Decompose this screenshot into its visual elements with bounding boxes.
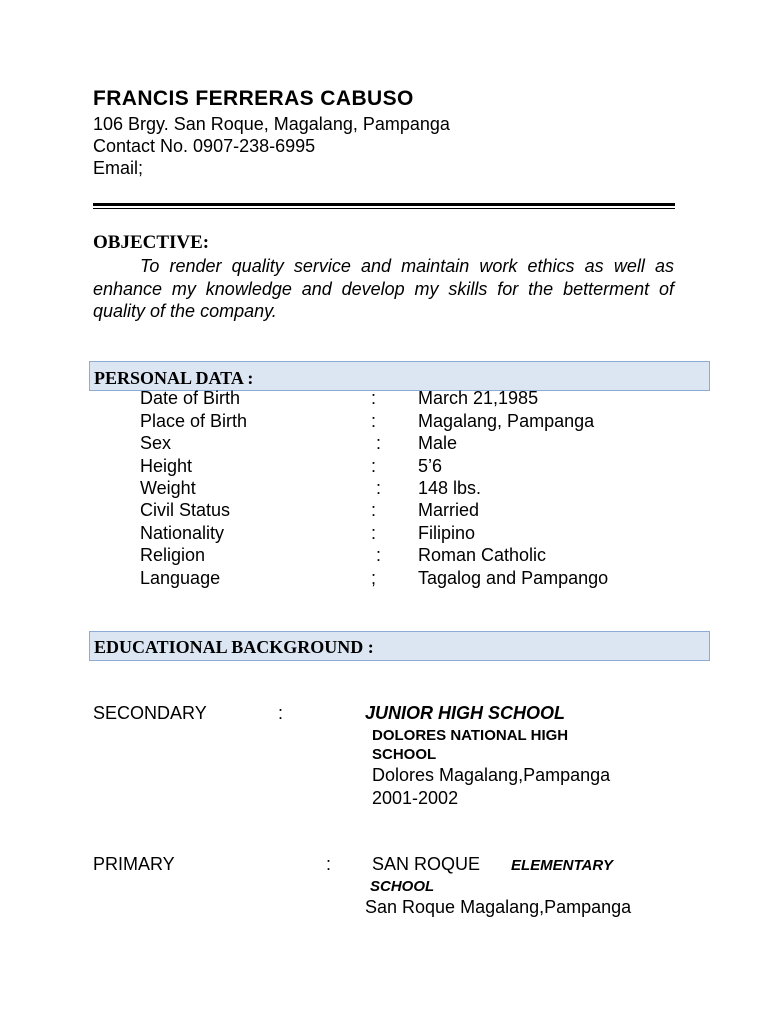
pd-label-language: Language xyxy=(140,568,221,588)
primary-label: PRIMARY xyxy=(93,854,175,874)
pd-label-height: Height xyxy=(140,456,193,476)
secondary-level: JUNIOR HIGH SCHOOL xyxy=(365,703,566,723)
pd-value-pob: Magalang, Pampanga xyxy=(418,411,595,431)
pd-label-religion: Religion xyxy=(140,545,206,565)
applicant-name: FRANCIS FERRERAS CABUSO xyxy=(93,87,414,110)
pd-label-civil-status: Civil Status xyxy=(140,500,231,520)
pd-value-height: 5’6 xyxy=(418,456,443,476)
pd-sep-weight: : xyxy=(376,478,382,498)
pd-sep-height: : xyxy=(371,456,377,476)
primary-school-name: SAN ROQUE xyxy=(372,854,481,874)
education-header xyxy=(89,631,710,661)
pd-value-dob: March 21,1985 xyxy=(418,388,539,408)
primary-school-address: San Roque Magalang,Pampanga xyxy=(365,897,632,917)
education-heading: EDUCATIONAL BACKGROUND : xyxy=(94,637,374,657)
pd-sep-language: ; xyxy=(371,568,377,588)
pd-sep-sex: : xyxy=(376,433,382,453)
pd-sep-nationality: : xyxy=(371,523,377,543)
personal-data-heading: PERSONAL DATA : xyxy=(94,368,254,388)
personal-data-header xyxy=(89,361,710,391)
contact-number: Contact No. 0907-238-6995 xyxy=(93,136,316,156)
header-divider-thick xyxy=(93,203,675,206)
objective-text: To render quality service and maintain work ethics as well as enhance my knowledge and develop my skills for the betterment of quality of the company. xyxy=(93,256,674,321)
email-line: Email; xyxy=(93,158,144,178)
objective-heading: OBJECTIVE: xyxy=(93,232,210,253)
pd-value-religion: Roman Catholic xyxy=(418,545,547,565)
primary-school-name-cont: SCHOOL xyxy=(370,878,435,895)
pd-value-weight: 148 lbs. xyxy=(418,478,482,498)
primary-sep: : xyxy=(326,854,332,874)
primary-school-name-type: ELEMENTARY xyxy=(511,857,613,874)
secondary-sep: : xyxy=(278,703,284,723)
secondary-school-name: DOLORES NATIONAL HIGH xyxy=(372,727,569,744)
pd-sep-pob: : xyxy=(371,411,377,431)
secondary-school-address: Dolores Magalang,Pampanga xyxy=(372,765,611,785)
pd-value-nationality: Filipino xyxy=(418,523,476,543)
header-divider-thin xyxy=(93,208,675,209)
pd-sep-dob: : xyxy=(371,388,377,408)
secondary-school-years: 2001-2002 xyxy=(372,788,459,808)
pd-label-weight: Weight xyxy=(140,478,196,498)
secondary-label: SECONDARY xyxy=(93,703,207,723)
pd-value-civil-status: Married xyxy=(418,500,480,520)
address-line: 106 Brgy. San Roque, Magalang, Pampanga xyxy=(93,114,450,134)
secondary-school-name-cont: SCHOOL xyxy=(372,746,437,763)
pd-label-sex: Sex xyxy=(140,433,172,453)
pd-value-sex: Male xyxy=(418,433,458,453)
pd-sep-civil-status: : xyxy=(371,500,377,520)
pd-label-nationality: Nationality xyxy=(140,523,225,543)
pd-value-language: Tagalog and Pampango xyxy=(418,568,609,588)
pd-label-dob: Date of Birth xyxy=(140,388,241,408)
pd-label-pob: Place of Birth xyxy=(140,411,248,431)
pd-sep-religion: : xyxy=(376,545,382,565)
